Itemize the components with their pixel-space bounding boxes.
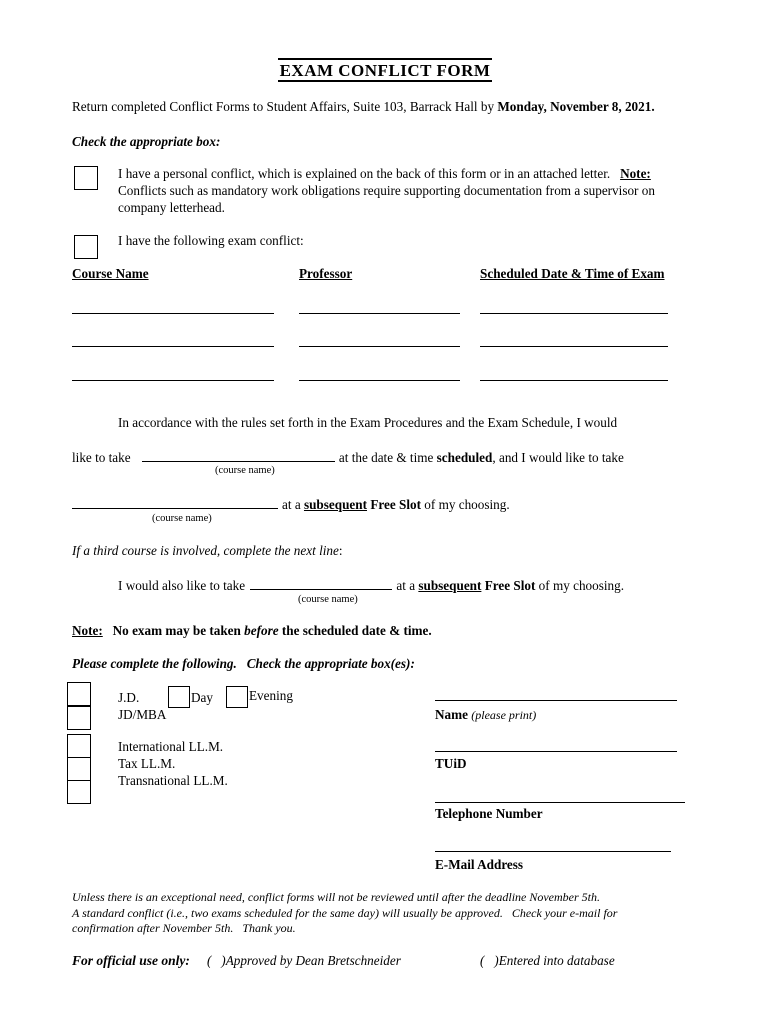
note-text-before: No exam may be taken xyxy=(112,623,245,638)
jdmba-checkbox[interactable] xyxy=(67,706,91,730)
official-use-label: For official use only: xyxy=(72,953,190,968)
form-title xyxy=(0,58,770,82)
note-text-after: the scheduled date & time. xyxy=(278,623,432,638)
instructions xyxy=(72,99,655,115)
international-llm-checkbox[interactable] xyxy=(67,734,91,758)
exam-time-field-3[interactable] xyxy=(480,380,668,381)
jd-label: J.D. xyxy=(118,690,140,705)
at-date-time: at the date & time xyxy=(338,450,437,465)
name-caption xyxy=(435,707,536,723)
accordance-line-3 xyxy=(72,496,510,513)
note-label: Note: xyxy=(72,623,103,638)
jdmba-label: JD/MBA xyxy=(118,707,167,722)
course-name-field-2[interactable] xyxy=(72,346,274,347)
entered-text: Entered into database xyxy=(498,953,615,968)
tax-llm-checkbox[interactable] xyxy=(67,757,91,781)
check-box-heading: Check the appropriate box: xyxy=(72,134,221,149)
entered-item xyxy=(480,953,615,969)
day-label: Day xyxy=(191,690,213,705)
telephone-field[interactable] xyxy=(435,802,685,803)
course-name-caption-1: (course name) xyxy=(215,465,275,476)
note-before-word: before xyxy=(244,623,279,638)
also-like-to-take: I would also like to take xyxy=(118,578,246,593)
name-label: Name xyxy=(435,707,468,722)
email-label: E-Mail Address xyxy=(435,857,524,872)
exam-conflict-text: I have the following exam conflict: xyxy=(118,233,304,248)
course-name-field-3[interactable] xyxy=(72,380,274,381)
personal-conflict-checkbox[interactable] xyxy=(74,166,98,190)
third-course-colon: : xyxy=(338,543,343,558)
personal-note-text: Conflicts such as mandatory work obligations require supporting documentation from a supervisor on company letterhead. xyxy=(118,183,655,215)
email-field[interactable] xyxy=(435,851,671,852)
tuid-field[interactable] xyxy=(435,751,677,752)
footer-note-line-2: A standard conflict (i.e., two exams scheduled for the same day) will usually be approved. Check your e-mail for xyxy=(72,905,618,920)
evening-label: Evening xyxy=(249,688,293,703)
footer-note-line-3: confirmation after November 5th. Thank you. xyxy=(72,921,296,935)
approved-text: Approved by Dean Bretschneider xyxy=(225,953,401,968)
exam-conflict-checkbox[interactable] xyxy=(74,235,98,259)
exam-time-field-1[interactable] xyxy=(480,313,668,314)
third-course-heading-text: If a third course is involved, complete the next line xyxy=(72,543,339,558)
transnational-llm-label: Transnational LL.M. xyxy=(118,773,228,788)
third-course-line xyxy=(118,577,624,594)
third-subsequent-word: subsequent xyxy=(418,578,482,593)
deadline: Monday, November 8, 2021. xyxy=(497,99,655,114)
at-a: at a xyxy=(282,497,304,512)
third-course-heading xyxy=(72,543,343,559)
free-slot-word: Free Slot xyxy=(370,497,421,512)
professor-field-3[interactable] xyxy=(299,380,460,381)
telephone-label: Telephone Number xyxy=(435,806,543,821)
jd-checkbox[interactable] xyxy=(67,682,91,706)
header-course-name: Course Name xyxy=(72,266,149,281)
header-professor: Professor xyxy=(299,266,353,281)
name-hint: (please print) xyxy=(471,708,537,722)
scheduled-course-field[interactable] xyxy=(142,449,335,462)
accordance-line-1: In accordance with the rules set forth in the Exam Procedures and the Exam Schedule, I would xyxy=(118,415,618,430)
third-course-field[interactable] xyxy=(250,577,392,590)
exam-note xyxy=(72,623,432,639)
exam-time-field-2[interactable] xyxy=(480,346,668,347)
personal-conflict-text xyxy=(118,165,688,216)
subsequent-word: subsequent xyxy=(303,497,368,512)
scheduled-word: scheduled xyxy=(436,450,493,465)
day-checkbox[interactable] xyxy=(168,686,190,708)
tuid-label: TUiD xyxy=(435,756,467,771)
accordance-line-2 xyxy=(72,449,624,466)
professor-field-2[interactable] xyxy=(299,346,460,347)
instructions-text: Return completed Conflict Forms to Student Affairs, Suite 103, Barrack Hall by xyxy=(72,99,498,114)
course-name-caption-3: (course name) xyxy=(298,594,358,605)
course-name-caption-2: (course name) xyxy=(152,513,212,524)
name-field[interactable] xyxy=(435,700,677,701)
header-scheduled: Scheduled Date & Time of Exam xyxy=(480,266,665,281)
third-at-a: at a xyxy=(396,578,419,593)
personal-note-label: Note: xyxy=(620,166,651,181)
personal-conflict-label: I have a personal conflict, which is explained on the back of this form or in an attached letter. xyxy=(118,166,611,181)
international-llm-label: International LL.M. xyxy=(118,739,224,754)
like-to-take-suffix: , and I would like to take xyxy=(492,450,624,465)
entered-checkbox[interactable]: ( ) xyxy=(480,953,499,968)
transnational-llm-checkbox[interactable] xyxy=(67,780,91,804)
like-to-take: like to take xyxy=(72,450,131,465)
evening-checkbox[interactable] xyxy=(226,686,248,708)
approved-checkbox[interactable]: ( ) xyxy=(207,953,226,968)
tax-llm-label: Tax LL.M. xyxy=(118,756,176,771)
third-of-my-choosing: of my choosing. xyxy=(535,578,625,593)
footer-note-line-1: Unless there is an exceptional need, conflict forms will not be reviewed until after the deadline November 5th. xyxy=(72,890,600,904)
approved-item xyxy=(207,953,401,969)
professor-field-1[interactable] xyxy=(299,313,460,314)
of-my-choosing: of my choosing. xyxy=(420,497,510,512)
subsequent-course-field[interactable] xyxy=(72,496,278,509)
complete-heading: Please complete the following. Check the appropriate box(es): xyxy=(72,656,415,671)
course-name-field-1[interactable] xyxy=(72,313,274,314)
form-title-text: EXAM CONFLICT FORM xyxy=(278,58,493,82)
footer-note xyxy=(72,890,617,937)
third-free-slot-word: Free Slot xyxy=(484,578,536,593)
